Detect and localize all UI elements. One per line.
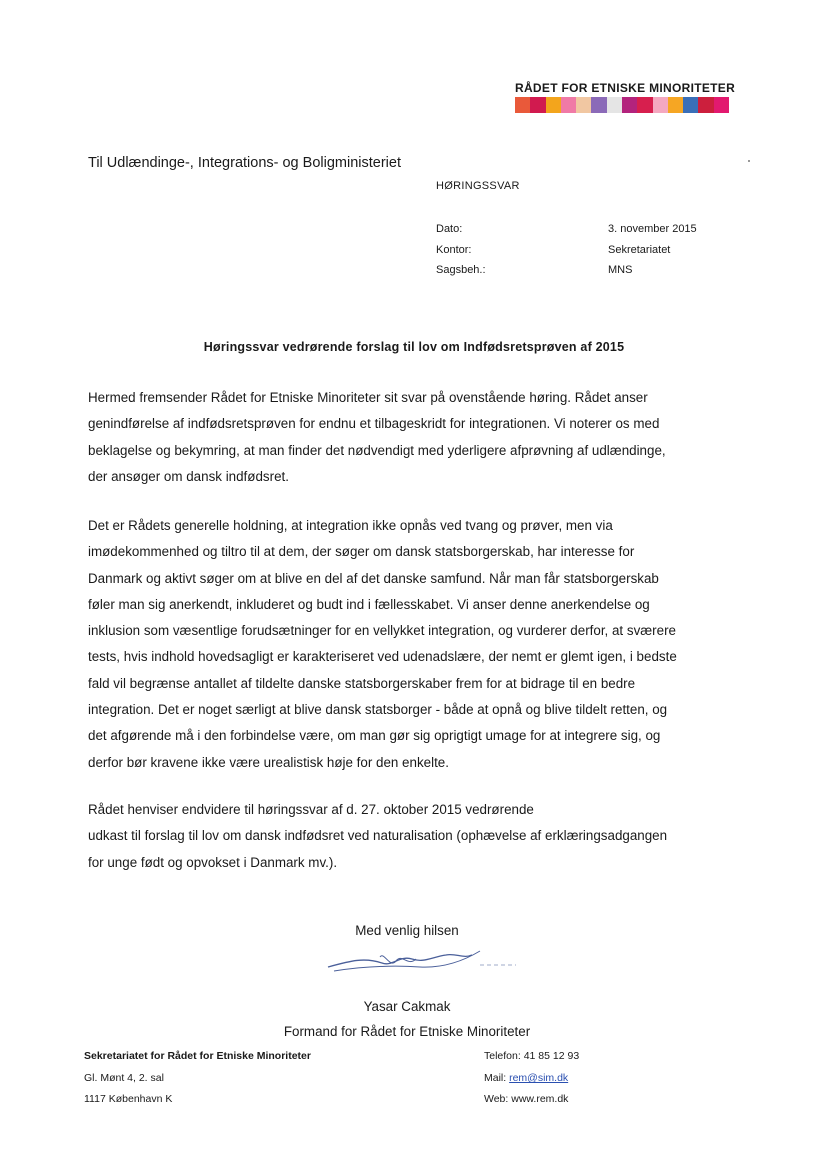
text-line: imødekommenhed og tiltro til at dem, der søger om dansk statsborgerskab, har interesse for [88, 544, 635, 560]
logo-color-block [698, 97, 713, 113]
text-line: føler man sig anerkendt, inkluderet og budt ind i fællesskabet. Vi anser denne anerkendelse og [88, 596, 650, 612]
text-line: derfor bør kravene ikke være urealistisk høje for den enkelte. [88, 754, 449, 770]
recipient-line: Til Udlændinge-, Integrations- og Boligministeriet [88, 155, 401, 171]
text-line: beklagelse og bekymring, at man finder det nødvendigt med yderligere afprøvning af udlændinge, [88, 442, 666, 458]
body-paragraph-3 [88, 797, 743, 876]
logo-color-block [714, 97, 729, 113]
meta-value-case-handler: MNS [608, 264, 633, 276]
footer-phone-value: 41 85 12 93 [523, 1050, 580, 1062]
meta-label-case-handler: Sagsbeh.: [436, 264, 486, 276]
footer-web [484, 1093, 568, 1105]
footer-mail-link[interactable]: rem@sim.dk [509, 1072, 569, 1084]
logo-color-block [683, 97, 698, 113]
letter-headline: Høringssvar vedrørende forslag til lov om Indfødsretsprøven af 2015 [203, 340, 625, 354]
logo-color-block [530, 97, 545, 113]
logo-color-block [637, 97, 652, 113]
text-line: Hermed fremsender Rådet for Etniske Minoriteter sit svar på ovenstående høring. Rådet anser [88, 390, 648, 405]
text-line: tests, hvis indhold hovedsagligt er karakteriseret ved udenadslære, der nemt er glemt igen, i bedste [88, 649, 677, 665]
meta-label-office: Kontor: [436, 244, 472, 256]
footer-address-city: 1117 København K [84, 1093, 173, 1105]
body-paragraph-2 [88, 513, 743, 776]
footer-phone-label: Telefon: [484, 1050, 521, 1062]
logo-color-block [515, 97, 530, 113]
logo-color-block [591, 97, 606, 113]
document-type: HØRINGSSVAR [436, 180, 520, 192]
text-line: der ansøger om dansk indfødsret. [88, 468, 289, 484]
footer-web-label: Web: [484, 1093, 509, 1105]
signer-name: Yasar Cakmak [363, 999, 451, 1014]
closing-greeting: Med venlig hilsen [355, 923, 459, 938]
footer-mail-label: Mail: [484, 1072, 507, 1084]
logo-color-block [622, 97, 637, 113]
meta-value-office: Sekretariatet [608, 244, 671, 256]
text-line: Det er Rådets generelle holdning, at integration ikke opnås ved tvang og prøver, men via [88, 518, 613, 533]
signer-title: Formand for Rådet for Etniske Minoriteter [283, 1024, 531, 1039]
meta-value-date: 3. november 2015 [608, 223, 697, 235]
meta-label-date: Dato: [436, 223, 463, 235]
footer-web-value: www.rem.dk [511, 1093, 569, 1105]
body-paragraph-1 [88, 385, 743, 490]
scan-speck [748, 160, 750, 162]
logo-color-bar [515, 97, 729, 113]
text-line: det afgørende må i den forbindelse være, om man gør sig oprigtigt umage for at integrere sig, og [88, 728, 661, 744]
logo-color-block [653, 97, 668, 113]
text-line: fald vil begrænse antallet af tildelte danske statsborgerskaber frem for at bidrage til en bedre [88, 675, 636, 691]
text-line: Rådet henviser endvidere til høringssvar af d. 27. oktober 2015 vedrørende [88, 802, 534, 817]
text-line: Danmark og aktivt søger om at blive en del af det danske samfund. Når man får statsborgerskab [88, 570, 659, 586]
text-line: genindførelse af indfødsretsprøven for endnu et tilbageskridt for integrationen. Vi noterer os med [88, 416, 660, 432]
text-line: inklusion som væsentlige forudsætninger for en vellykket integration, og vurderer derfor, at sværere [88, 623, 676, 639]
text-line: for unge født og opvokset i Danmark mv.). [88, 854, 338, 870]
footer-phone [484, 1050, 579, 1062]
organization-logo-text: RÅDET FOR ETNISKE MINORITETER [515, 81, 736, 95]
footer-mail [484, 1072, 568, 1084]
text-line: integration. Det er noget særligt at blive dansk statsborger - både at opnå og blive tildelt retten, og [88, 702, 668, 718]
logo-color-block [561, 97, 576, 113]
logo-color-block [576, 97, 591, 113]
text-line: udkast til forslag til lov om dansk indfødsret ved naturalisation (ophævelse af erklæringsadgangen [88, 828, 668, 844]
handwritten-signature [320, 943, 520, 979]
logo-color-block [668, 97, 683, 113]
logo-color-block [546, 97, 561, 113]
logo-color-block [607, 97, 622, 113]
footer-address-street: Gl. Mønt 4, 2. sal [84, 1072, 164, 1084]
footer-organization: Sekretariatet for Rådet for Etniske Minoriteter [84, 1050, 311, 1062]
